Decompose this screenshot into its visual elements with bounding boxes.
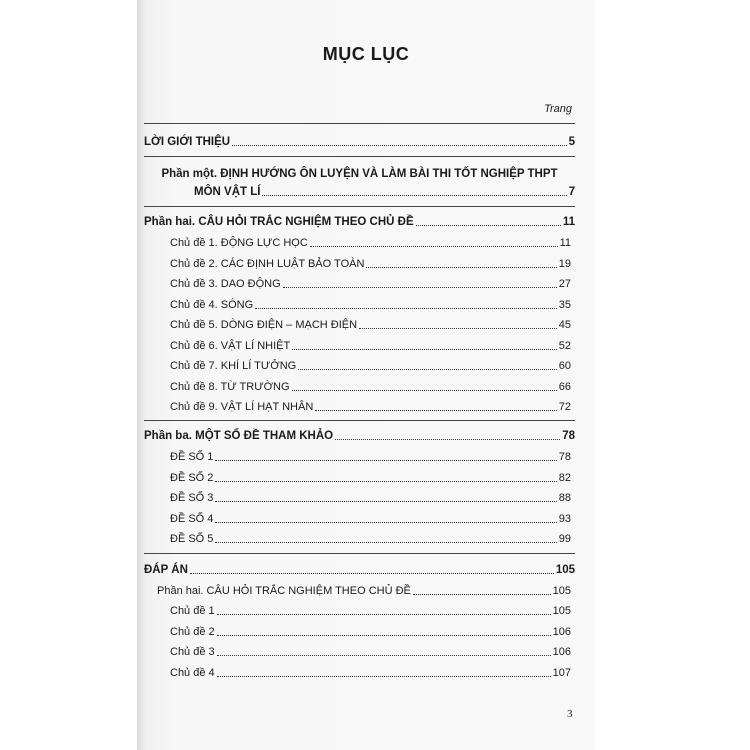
toc-entry-label: ĐỀ SỐ 2 [170,471,214,484]
dot-leader [413,593,551,595]
toc-entry-chu-de[interactable] [170,277,571,291]
toc-entry-dap-an-chu-de[interactable] [170,666,571,680]
dot-leader [315,409,556,411]
dot-leader [366,266,556,268]
toc-entry-label: Chủ đề 2. CÁC ĐỊNH LUẬT BẢO TOÀN [170,257,365,270]
dot-leader [283,286,557,288]
dot-leader [190,572,554,574]
toc-entry-label: Chủ đề 4. SÓNG [170,298,254,311]
dot-leader [217,634,551,636]
dot-leader [217,675,551,677]
dot-leader [215,500,556,502]
toc-entry-page: 82 [558,471,571,484]
toc-entry-label: ĐỀ SỐ 5 [170,533,214,545]
toc-entry-label: ĐỀ SỐ 1 [170,451,214,463]
toc-entry-page: 105 [552,605,571,617]
toc-entry-dap-an-phan-hai[interactable] [157,584,571,598]
toc-entry-page: 78 [562,430,575,442]
toc-entry-page: 93 [558,512,571,525]
toc-entry-page: 60 [558,360,571,372]
toc-entry-label: ĐÁP ÁN [144,564,188,576]
toc-entry-phan-mot[interactable] [144,167,575,181]
toc-entry-chu-de[interactable] [170,380,571,394]
dot-leader [232,144,567,146]
toc-entry-label-line1: Phần một. ĐỊNH HƯỚNG ÔN LUYỆN VÀ LÀM BÀI THI TỐT NGHIỆP THPT [161,168,558,180]
divider [144,206,575,207]
toc-entry-label-line2: MÔN VẬT LÍ [194,186,261,198]
toc-entry-page: 72 [558,401,571,413]
toc-entry-label: Chủ đề 1. ĐỘNG LỰC HỌC [170,237,308,249]
dot-leader [262,194,566,196]
toc-entry-label: Chủ đề 5. DÒNG ĐIỆN – MẠCH ĐIỆN [170,319,358,331]
toc-entry-de-so[interactable] [170,512,571,526]
toc-entry-label: Chủ đề 2 [170,625,215,638]
toc-entry-label: Chủ đề 7. KHÍ LÍ TƯỞNG [170,360,297,372]
toc-entry-label: Chủ đề 6. VẬT LÍ NHIỆT [170,339,291,352]
dot-leader [416,224,561,226]
toc-entry-label: Phần hai. CÂU HỎI TRẮC NGHIỆM THEO CHỦ ĐỀ [144,216,414,228]
toc-entry-label: Chủ đề 3 [170,646,215,658]
toc-entry-label: Chủ đề 3. DAO ĐỘNG [170,278,281,290]
divider [144,420,575,421]
toc-entry-dap-an[interactable] [144,563,575,577]
toc-entry-chu-de[interactable] [170,298,571,312]
toc-entry-page: 105 [552,585,571,597]
toc-entry-label: ĐỀ SỐ 4 [170,512,214,525]
toc-entry-page: 78 [558,451,571,463]
page-column-label: Trang [544,103,572,115]
toc-entry-phan-mot-line2[interactable] [194,185,575,199]
toc-entry-label: Phần ba. MỘT SỐ ĐỀ THAM KHẢO [144,430,334,442]
toc-entry-page: 99 [558,533,571,545]
toc-entry-chu-de[interactable] [170,359,571,373]
toc-entry-label: LỜI GIỚI THIỆU [144,136,231,148]
dot-leader [215,521,556,523]
toc-entry-de-so[interactable] [170,491,571,505]
toc-entry-dap-an-chu-de[interactable] [170,645,571,659]
toc-entry-page: 11 [559,237,571,249]
toc-entry-loi-gioi-thieu[interactable] [144,135,575,149]
toc-entry-label: ĐỀ SỐ 3 [170,492,214,504]
toc-entry-page: 88 [558,492,571,504]
divider [144,156,575,157]
dot-leader [310,245,558,247]
dot-leader [215,480,556,482]
dot-leader [292,348,557,350]
toc-entry-chu-de[interactable] [170,236,571,250]
toc-entry-chu-de[interactable] [170,339,571,353]
dot-leader [217,654,551,656]
toc-entry-page: 35 [558,298,571,311]
toc-entry-page: 52 [558,339,571,352]
toc-entry-page: 106 [552,646,571,658]
toc-entry-page: 27 [558,278,571,290]
toc-entry-chu-de[interactable] [170,257,571,271]
toc-entry-chu-de[interactable] [170,400,571,414]
dot-leader [215,541,556,543]
divider [144,553,575,554]
toc-entry-page: 45 [558,319,571,331]
dot-leader [298,368,557,370]
toc-entry-page: 107 [552,666,571,679]
toc-entry-label: Chủ đề 9. VẬT LÍ HẠT NHÂN [170,401,314,413]
toc-entry-page: 7 [568,186,575,198]
toc-entry-dap-an-chu-de[interactable] [170,604,571,618]
toc-entry-label: Chủ đề 8. TỪ TRƯỜNG [170,380,290,393]
dot-leader [217,613,551,615]
toc-entry-de-so[interactable] [170,471,571,485]
toc-entry-page: 66 [558,380,571,393]
toc-entry-phan-hai[interactable] [144,215,575,229]
toc-entry-de-so[interactable] [170,450,571,464]
toc-entry-page: 19 [558,257,571,270]
dot-leader [335,438,560,440]
toc-entry-label: Chủ đề 4 [170,666,215,679]
toc-entry-page: 105 [555,564,575,576]
toc-entry-phan-ba[interactable] [144,429,575,443]
toc-entry-dap-an-chu-de[interactable] [170,625,571,639]
toc-entry-label: Phần hai. CÂU HỎI TRẮC NGHIỆM THEO CHỦ ĐỀ [157,585,411,597]
dot-leader [359,327,557,329]
page-number: 3 [567,708,573,720]
dot-leader [215,459,556,461]
page-title: MỤC LỤC [322,44,410,64]
divider [144,123,575,124]
toc-entry-page: 5 [568,136,575,148]
dot-leader [255,307,557,309]
toc-entry-de-so[interactable] [170,532,571,546]
dot-leader [292,389,557,391]
toc-entry-page: 106 [552,625,571,638]
toc-entry-label: Chủ đề 1 [170,605,215,617]
toc-entry-page: 11 [562,216,575,228]
toc-entry-chu-de[interactable] [170,318,571,332]
